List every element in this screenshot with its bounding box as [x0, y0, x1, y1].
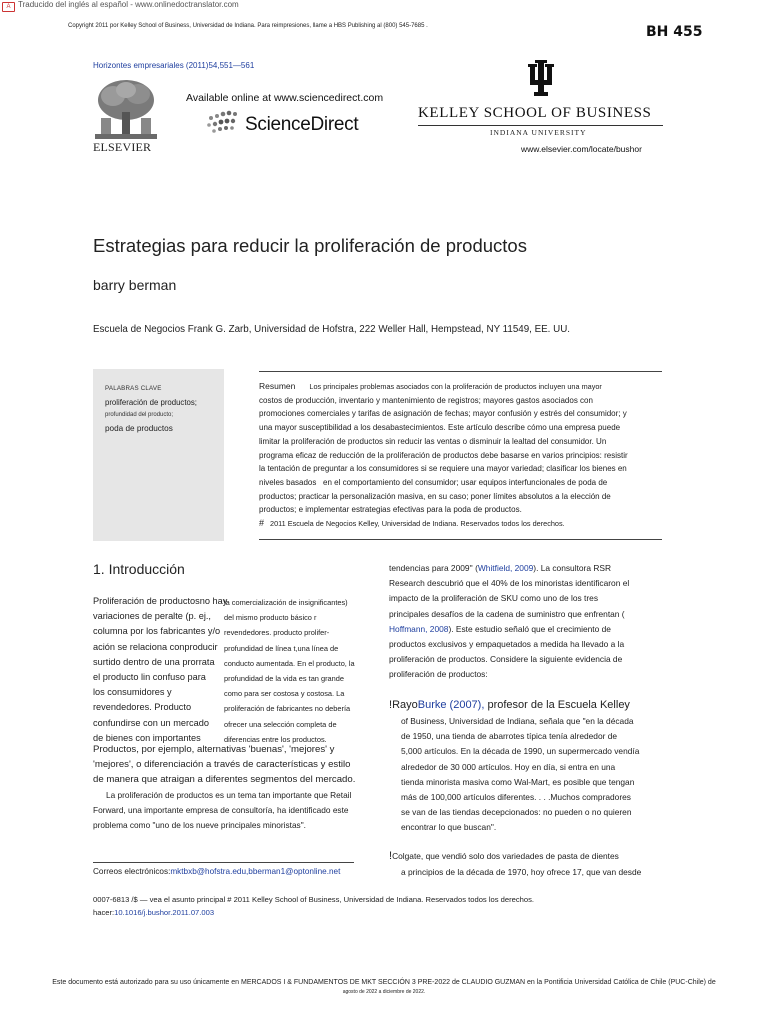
bullet-2-body: [401, 865, 641, 880]
abstract-text-line: la tentación de preguntar a los consumidores si se requiere una mayor variedad; clasificar los bienes en: [259, 464, 627, 474]
bullet-1-body: [401, 714, 671, 836]
keyword-3: poda de productos: [105, 424, 173, 433]
emails-label: Correos electrónicos:: [93, 867, 171, 876]
text-line: diferencias entre los productos.: [224, 734, 327, 744]
text-line: a principios de la década de 1970, hoy ofrece 17, que van desde: [401, 867, 642, 877]
abstract-top-rule: [259, 371, 662, 372]
text-line: más de 100,000 artículos diferentes. . . .Muchos compradores: [401, 792, 631, 803]
emails-value[interactable]: mktbxb@hofstra.edu,bberman1@optonline.net: [170, 867, 341, 876]
left-col-a: [93, 594, 228, 746]
text-line: tienda minorista masiva como Wal-Mart, es posible que tengan: [401, 776, 635, 787]
bullet-mark: !: [389, 850, 393, 862]
abstract-text-line: costos de producción, inventario y mantenimiento de registros; mayores gastos asociados con: [259, 395, 593, 405]
sciencedirect-logo: [205, 108, 385, 140]
translator-note-text: Traducido del inglés al español - www.onlinedoctranslator.com: [18, 0, 239, 9]
text-line: como para ser costosa y costosa. La: [224, 689, 345, 699]
text-line: surtido dentro de una prorrata: [93, 656, 215, 667]
abstract-text-line: Los principales problemas asociados con la proliferación de productos incluyen una mayor: [309, 382, 602, 391]
article-title: Estrategias para reducir la proliferación de productos: [93, 235, 527, 256]
author-name: barry berman: [93, 277, 177, 293]
abstract: [259, 380, 664, 531]
emails-rule: [93, 862, 354, 863]
abstract-text-line: promociones comerciales y tarifas de asignación de fechas; mayor confusión y estrés del consumidor; y: [259, 409, 627, 419]
abstract-text-line: productos; practicar la personalización masiva, en su caso; poner límites absolutos a la elección de: [259, 491, 611, 501]
kelley-name: KELLEY SCHOOL OF BUSINESS: [418, 105, 652, 121]
text-line: proliferación de productos. Considere la siguiente evidencia de: [389, 654, 623, 665]
text-line: of Business, Universidad de Indiana, señala que "en la década: [401, 716, 634, 726]
text-line: productos exclusivos y empaquetados a medida ha llevado a la: [389, 639, 625, 650]
doi-link[interactable]: 10.1016/j.bushor.2011.07.003: [114, 908, 215, 917]
text-line: impacto de la proliferación de SKU como uno de los tres: [389, 593, 599, 604]
text-line: Forward, una importante empresa de consultoría, ha identificado este: [93, 805, 349, 816]
kelley-sub: INDIANA UNIVERSITY: [490, 128, 587, 137]
kelley-rule: [418, 125, 663, 126]
text-line: alrededor de 30 000 artículos. Hoy en día, si entra en una: [401, 761, 616, 772]
text-line: los consumidores y: [93, 687, 172, 698]
text-line: conducto aumentada. En el producto, la: [224, 658, 355, 668]
text-line: revendedores. Producto: [93, 702, 192, 713]
text-line: Productos, por ejemplo, alternativas 'buenas', 'mejores' y: [93, 744, 335, 755]
left-col-para2: [93, 788, 373, 834]
left-col-b: [224, 595, 369, 747]
text-line: Proliferación de productosno hay: [93, 596, 228, 606]
text-line: de manera que atraigan a diferentes segmentos del mercado.: [93, 774, 356, 786]
emails: [93, 867, 340, 876]
text-run: Rayo: [392, 699, 418, 711]
citation-link[interactable]: Burke (2007),: [417, 699, 485, 711]
text-line: del mismo producto básico r: [224, 613, 317, 623]
text-line: variaciones de peralte (p. ej.,: [93, 611, 211, 622]
abstract-text-line: limitar la proliferación de productos sin reducir las ventas o disminuir la lealtad del consumidor. Un: [259, 436, 607, 446]
left-col-full: [93, 742, 373, 788]
section-heading: 1. Introducción: [93, 561, 185, 577]
bullet-mark: !: [389, 699, 393, 711]
issn-line: 0007-6813 /$ — vea el asunto principal # 2011 Kelley School of Business, Universidad de Indiana. Reservados todos los derechos.: [93, 895, 534, 904]
citation-link[interactable]: Whitfield, 2009: [477, 563, 534, 573]
text-line: ofrecer una selección completa de: [224, 719, 337, 729]
abstract-line-1: [259, 380, 664, 394]
text-line: proliferación de productos:: [389, 669, 488, 680]
indiana-trident-icon: [528, 60, 554, 96]
text-line: el producto lin confuso para: [93, 672, 206, 683]
keywords-heading: PALABRAS CLAVE: [105, 385, 162, 392]
text-line: problema como "uno de los nueve principales minoristas".: [93, 820, 306, 831]
translate-icon: A: [2, 2, 15, 12]
text-run: ). Este estudio señaló que el crecimiento de: [448, 623, 611, 634]
available-online: Available online at www.sciencedirect.com: [186, 92, 384, 104]
text-run: tendencias para 2009'' (: [389, 563, 478, 573]
bullet-1-head: [389, 699, 630, 711]
doi-label: hacer:: [93, 908, 115, 917]
abstract-text-line: programa eficaz de reducción de la proliferación de productos debe basarse en varios principios: resistir: [259, 450, 628, 460]
text-line: se van de las tiendas decepcionados: no pueden o no quieren: [401, 807, 632, 818]
affiliation: Escuela de Negocios Frank G. Zarb, Universidad de Hofstra, 222 Weller Hall, Hempstead, NY 11549, EE. UU.: [93, 324, 570, 335]
bullet-2-head: [389, 850, 619, 862]
keyword-2: profundidad del producto;: [105, 412, 174, 418]
text-run: profesor de la Escuela Kelley: [484, 699, 630, 711]
sciencedirect-label: ScienceDirect: [245, 114, 359, 135]
copyright-symbol: #: [259, 518, 265, 529]
sciencedirect-dots-icon: [205, 108, 245, 138]
abstract-text-line: una mayor susceptibilidad a los desabastecimientos. Este artículo describe cómo una empresa puede: [259, 423, 621, 433]
elsevier-tree-icon: [93, 78, 159, 140]
bushor-url[interactable]: www.elsevier.com/locate/bushor: [521, 144, 642, 154]
text-line: encontrar lo que buscan".: [401, 822, 497, 833]
abstract-copyright-text: 2011 Escuela de Negocios Kelley, Universidad de Indiana. Reservados todos los derechos.: [270, 519, 565, 529]
text-line: [389, 561, 669, 576]
right-col-para1: [389, 561, 669, 683]
abstract-text-line: productos; e implementar estrategias efectivas para la poda de productos.: [259, 505, 522, 515]
translator-note[interactable]: [2, 0, 239, 12]
elsevier-logo: [93, 78, 159, 156]
keywords-box: [93, 369, 224, 541]
abstract-copyright: [259, 517, 664, 531]
abstract-text-line: niveles basados en el comportamiento del consumidor; usar equipos interfuncionales de poda de: [259, 477, 608, 487]
document-code: BH 455: [646, 24, 703, 40]
text-line: [389, 622, 669, 637]
text-line: Research descubrió que el 40% de los minoristas identificaron el: [389, 578, 630, 589]
text-line: de 1950, una tienda de abarrotes típica tenía alrededor de: [401, 731, 618, 742]
text-line: principales desafíos de la cadena de suministro que enfrentan (: [389, 608, 625, 619]
text-line: La proliferación de productos es un tema tan importante que Retail: [106, 790, 352, 800]
doi-line: [93, 908, 214, 917]
text-line: revendedores. producto prolifer-: [224, 628, 330, 638]
license-line-2: agosto de 2022 a diciembre de 2022.: [342, 989, 426, 995]
text-line: de bienes con importantes: [93, 732, 201, 743]
abstract-label: Resumen: [259, 381, 296, 391]
text-line: la comercialización de insignificantes): [224, 598, 348, 607]
text-line: confundirse con un mercado: [93, 717, 209, 728]
citation-link[interactable]: Hoffmann, 2008: [389, 623, 449, 634]
text-line: columna por los fabricantes y/o: [93, 626, 221, 637]
license-footer: [0, 979, 768, 995]
elsevier-label: ELSEVIER: [93, 140, 152, 154]
text-run: Colgate, que vendió solo dos variedades de pasta de dientes: [392, 851, 619, 861]
text-line: ación se relaciona conproducir: [93, 641, 218, 652]
citation[interactable]: Horizontes empresariales (2011)54,551—561: [93, 61, 255, 70]
abstract-bottom-rule: [259, 539, 662, 540]
text-run: ). La consultora RSR: [533, 563, 612, 573]
text-line: 'mejores', o diferenciación a través de características y estilo: [93, 759, 351, 771]
text-line: profundidad de línea t,una línea de: [224, 643, 339, 653]
keyword-1: proliferación de productos;: [105, 398, 197, 407]
text-line: profundidad de la vida es tan grande: [224, 674, 344, 684]
text-line: 5,000 artículos. En la década de 1990, un supermercado vendía: [401, 746, 640, 757]
copyright-top: Copyright 2011 por Kelley School of Business, Universidad de Indiana. Para reimpresiones, llame a HBS Publishing al (800) 545-7685 .: [68, 23, 428, 29]
text-line: proliferación de fabricantes no debería: [224, 704, 351, 714]
license-line-1: Este documento está autorizado para su uso únicamente en MERCADOS I & FUNDAMENTOS DE MKT SECCIÓN 3 PRE-2022 de CLAUDIO GUZMAN en la Pontificia Universidad Católica de Chile (PUC-Chile) de: [52, 979, 716, 986]
